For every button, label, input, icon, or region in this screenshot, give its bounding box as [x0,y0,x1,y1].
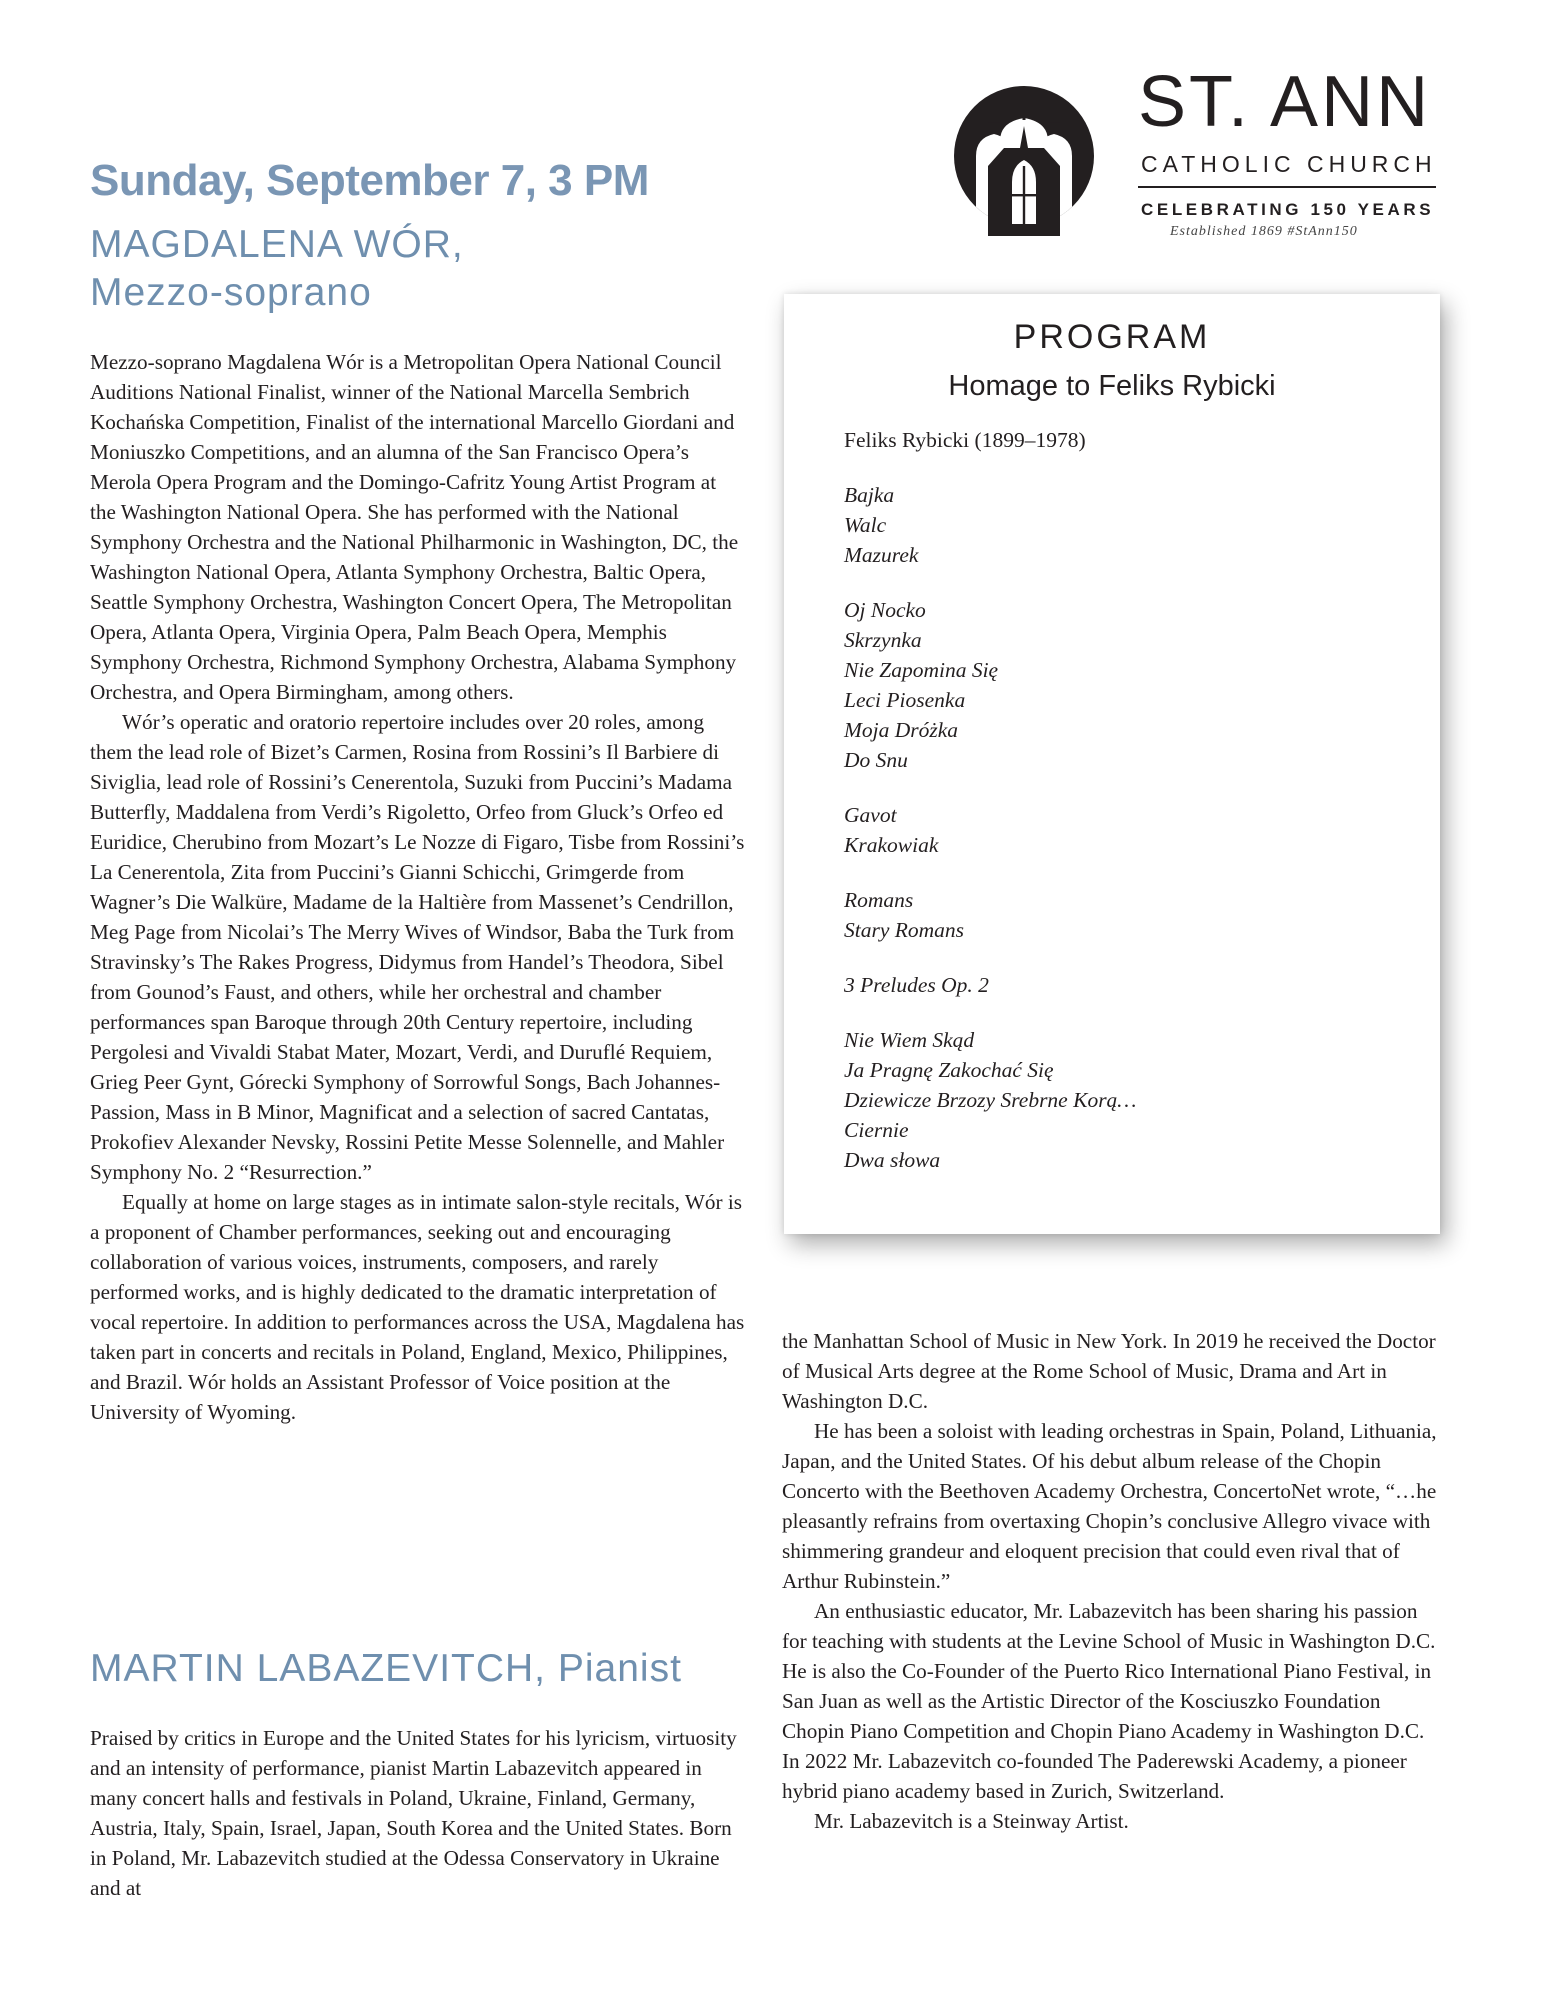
program-item: Skrzynka [844,628,922,652]
program-item: Krakowiak [844,833,939,857]
church-logo-icon [954,86,1094,236]
program-item: Stary Romans [844,918,965,942]
program-item: Moja Dróżka [844,718,959,742]
bio-paragraph: Praised by critics in Europe and the United States for his lyricism, virtuosity and an intensity of performance, pianist Martin Labazevitch appeared in many concert halls and festivals in Poland, Ukraine, Finland, Germany, Austria, Italy, Spain, Israel, Japan, South Korea and the United States. Born in Poland, Mr. Labazevitch studied at the Odessa Conservatory in Ukraine and at [90,1726,737,1900]
program-group [844,480,1136,570]
program-item: Ciernie [844,1118,909,1142]
program-item: Dwa słowa [844,1148,941,1172]
performer1-role: Mezzo-soprano [90,271,372,314]
event-date-heading: Sunday, September 7, 3 PM [90,156,649,205]
program-list [844,480,1136,1200]
program-item: 3 Preludes Op. 2 [844,973,989,997]
labazevitch-biography-right [782,1326,1442,1836]
program-item: Romans [844,888,914,912]
bio-paragraph: An enthusiastic educator, Mr. Labazevitch has been sharing his passion for teaching with students at the Levine School of Music in Washington D.C. He is also the Co-Founder of the Puerto Rico International Piano Festival, in San Juan as well as the Artistic Director of the Kosciuszko Foundation Chopin Piano Competition and Chopin Piano Academy in Washington D.C. In 2022 Mr. Labazevitch co-founded The Paderewski Academy, a pioneer hybrid piano academy based in Zurich, Switzerland. [782,1599,1436,1803]
program-item: Bajka [844,483,895,507]
program-item: Dziewicze Brzozy Srebrne Korą… [844,1088,1137,1112]
program-group [844,885,1136,945]
bio-paragraph: Wór’s operatic and oratorio repertoire includes over 20 roles, among them the lead role of Bizet’s Carmen, Rosina from Rossini’s Il Barbiere di Siviglia, lead role of Rossini’s Cenerentola, Suzuki from Puccini’s Madama Butterfly, Maddalena from Verdi’s Rigoletto, Orfeo from Gluck’s Orfeo ed Euridice, Cherubino from Mozart’s Le Nozze di Figaro, Tisbe from Rossini’s La Cenerentola, Zita from Puccini’s Gianni Schicchi, Grimgerde from Wagner’s Die Walküre, Madame de la Haltière from Massenet’s Cendrillon, Meg Page from Nicolai’s The Merry Wives of Windsor, Baba the Turk from Stravinsky’s The Rakes Progress, Didymus from Handel’s Theodora, Sibel from Gounod’s Faust, and others, while her orchestral and chamber performances span Baroque through 20th Century repertoire, including Pergolesi and Vivaldi Stabat Mater, Mozart, Verdi, and Duruflé Requiem, Grieg Peer Gynt, Górecki Symphony of Sorrowful Songs, Bach Johannes-Passion, Mass in B Minor, Magnificat and a selection of sacred Cantatas, Prokofiev Alexander Nevsky, Rossini Petite Messe Solennelle, and Mahler Symphony No. 2 “Resurrection.” [90,710,745,1184]
bio-paragraph: Equally at home on large stages as in intimate salon-style recitals, Wór is a proponent of Chamber performances, seeking out and encouraging collaboration of various voices, instruments, composers, and rarely performed works, and is highly dedicated to the dramatic interpretation of vocal repertoire. In addition to performances across the USA, Magdalena has taken part in concerts and recitals in Poland, England, Mexico, Philippines, and Brazil. Wór holds an Assistant Professor of Voice position at the University of Wyoming. [90,1190,745,1424]
program-item: Nie Zapomina Się [844,658,999,682]
program-box [784,294,1440,1234]
program-item: Walc [844,513,887,537]
program-item: Leci Piosenka [844,688,966,712]
program-group [844,1025,1136,1175]
program-item: Nie Wiem Skąd [844,1028,975,1052]
performer1-name: MAGDALENA WÓR, [90,223,464,266]
program-group [844,595,1136,775]
logo-church-subtitle: CATHOLIC CHURCH [1141,151,1437,177]
logo-established: Established 1869 #StAnn150 [1170,224,1358,239]
logo-church-name: ST. ANN [1138,62,1432,142]
program-group [844,800,1136,860]
bio-paragraph: the Manhattan School of Music in New York. In 2019 he received the Doctor of Musical Arts degree at the Rome School of Music, Drama and Art in Washington D.C. [782,1329,1436,1413]
program-composer: Feliks Rybicki (1899–1978) [844,428,1086,452]
bio-paragraph: He has been a soloist with leading orchestras in Spain, Poland, Lithuania, Japan, and the United States. Of his debut album release of the Chopin Concerto with the Beethoven Academy Orchestra, ConcertoNet wrote, “…he pleasantly refrains from overtaxing Chopin’s conclusive Allegro vivace with shimmering grandeur and eloquent precision that could even rival that of Arthur Rubinstein.” [782,1419,1437,1593]
bio-paragraph: Mezzo-soprano Magdalena Wór is a Metropolitan Opera National Council Auditions National Finalist, winner of the National Marcella Sembrich Kochańska Competition, Finalist of the international Marcello Giordani and Moniuszko Competitions, and an alumna of the San Francisco Opera’s Merola Opera Program and the Domingo-Cafritz Young Artist Program at the Washington National Opera. She has performed with the National Symphony Orchestra and the National Philharmonic in Washington, DC, the Washington National Opera, Atlanta Symphony Orchestra, Baltic Opera, Seattle Symphony Orchestra, Washington Concert Opera, The Metropolitan Opera, Atlanta Opera, Virginia Opera, Palm Beach Opera, Memphis Symphony Orchestra, Richmond Symphony Orchestra, Alabama Symphony Orchestra, and Opera Birmingham, among others. [90,350,739,704]
program-title: PROGRAM [1013,318,1211,356]
program-subtitle: Homage to Feliks Rybicki [948,370,1276,402]
performer2-heading: MARTIN LABAZEVITCH, Pianist [90,1647,682,1690]
program-item: Gavot [844,803,897,827]
program-item: Mazurek [844,543,919,567]
logo-divider [1138,186,1436,188]
program-item: Ja Pragnę Zakochać Się [844,1058,1054,1082]
logo-tagline: CELEBRATING 150 YEARS [1141,200,1435,219]
wor-biography [90,347,746,1427]
program-item: Do Snu [844,748,908,772]
program-group [844,970,1136,1000]
labazevitch-biography-left [90,1723,746,1903]
bio-paragraph: Mr. Labazevitch is a Steinway Artist. [814,1809,1129,1833]
program-item: Oj Nocko [844,598,926,622]
